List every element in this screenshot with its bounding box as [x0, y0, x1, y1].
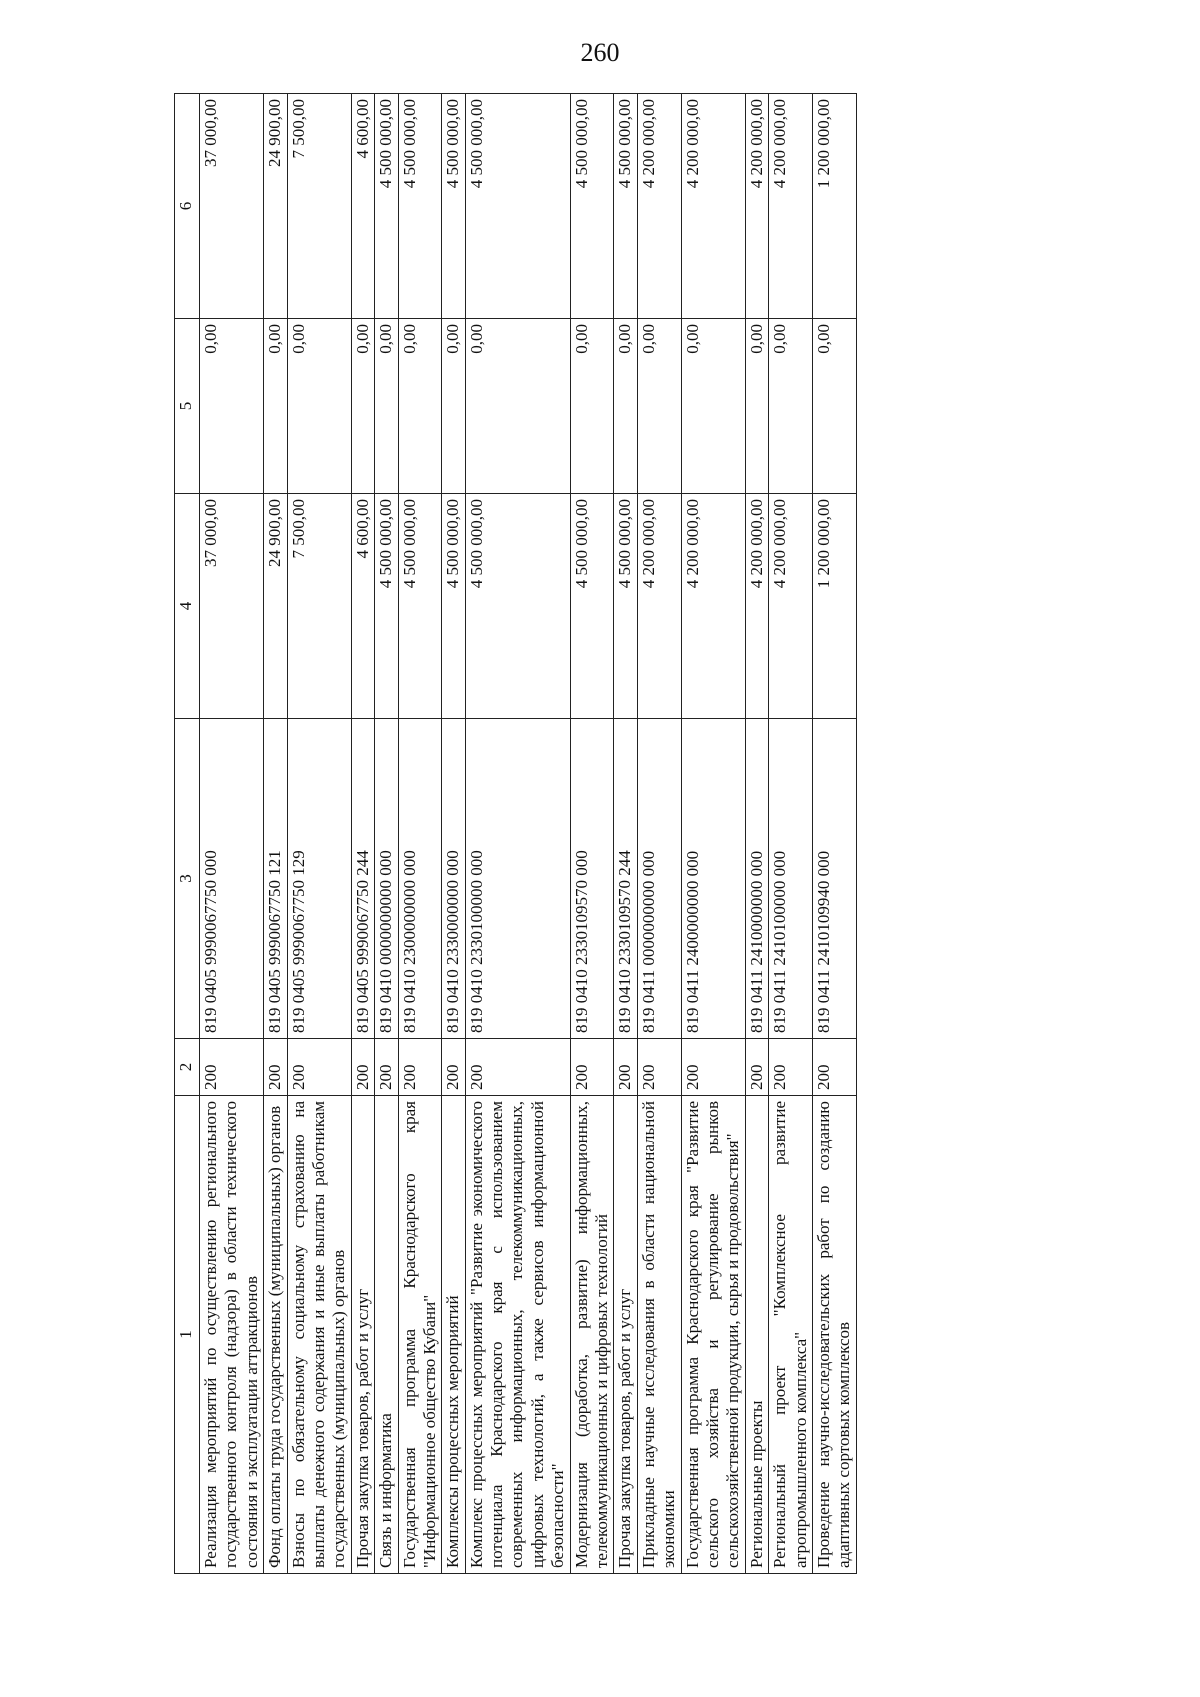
- row-col4-cell: 37 000,00: [200, 494, 264, 719]
- table-row: [442, 94, 465, 1574]
- table-row: [769, 94, 813, 1574]
- row-code-cell: 819 0411 0000000000 000: [637, 719, 681, 1039]
- row-col6-cell: 24 900,00: [264, 94, 287, 319]
- row-code-cell: 819 0410 2330109570 000: [570, 719, 614, 1039]
- row-col4-cell: 4 200 000,00: [681, 494, 745, 719]
- row-col2-cell: 200: [681, 1039, 745, 1096]
- header-col-1: 1: [175, 1096, 200, 1574]
- row-name-cell: Проведение научно-исследовательских работ по созданию адаптивных сортовых комплексов: [812, 1096, 856, 1574]
- row-name-cell: Реализация мероприятий по осуществлению регионального государственного контроля (надзора) в области технического состояния и эксплуатации аттракционов: [200, 1096, 264, 1574]
- row-name-cell: Прочая закупка товаров, работ и услуг: [351, 1096, 374, 1574]
- row-col5-cell: 0,00: [351, 319, 374, 494]
- row-name-cell: Прочая закупка товаров, работ и услуг: [614, 1096, 637, 1574]
- row-code-cell: 819 0411 2400000000 000: [681, 719, 745, 1039]
- rotated-table-area: [174, 94, 1200, 1574]
- row-col4-cell: 4 500 000,00: [375, 494, 398, 719]
- table-row: [812, 94, 856, 1574]
- row-col2-cell: 200: [200, 1039, 264, 1096]
- table-row: [637, 94, 681, 1574]
- header-col-2: 2: [175, 1039, 200, 1096]
- row-col2-cell: 200: [637, 1039, 681, 1096]
- row-name-cell: Прикладные научные исследования в области национальной экономики: [637, 1096, 681, 1574]
- row-name-cell: Взносы по обязательному социальному страхованию на выплаты денежного содержания и иные выплаты работникам государственных (муниципальных) органов: [287, 1096, 351, 1574]
- row-col6-cell: 4 500 000,00: [442, 94, 465, 319]
- row-name-cell: Комплекс процессных мероприятий "Развитие экономического потенциала Краснодарского края с использованием современных информационных, телекоммуникационных, цифровых технологий, а также сервисов информационной безопасности": [465, 1096, 570, 1574]
- row-col2-cell: 200: [614, 1039, 637, 1096]
- row-col6-cell: 4 600,00: [351, 94, 374, 319]
- row-col2-cell: 200: [442, 1039, 465, 1096]
- row-col4-cell: 4 500 000,00: [398, 494, 442, 719]
- row-name-cell: Государственная программа Краснодарского края "Информационное общество Кубани": [398, 1096, 442, 1574]
- row-col5-cell: 0,00: [681, 319, 745, 494]
- budget-table: [174, 93, 857, 1574]
- header-row: [175, 94, 200, 1574]
- row-col4-cell: 4 500 000,00: [442, 494, 465, 719]
- row-col6-cell: 4 200 000,00: [681, 94, 745, 319]
- row-col2-cell: 200: [264, 1039, 287, 1096]
- rotated-table-container: [174, 94, 1200, 1574]
- row-code-cell: 819 0405 9990067750 129: [287, 719, 351, 1039]
- row-col4-cell: 4 200 000,00: [637, 494, 681, 719]
- row-col2-cell: 200: [351, 1039, 374, 1096]
- row-code-cell: 819 0410 0000000000 000: [375, 719, 398, 1039]
- row-name-cell: Фонд оплаты труда государственных (муниципальных) органов: [264, 1096, 287, 1574]
- row-col6-cell: 1 200 000,00: [812, 94, 856, 319]
- row-col4-cell: 4 600,00: [351, 494, 374, 719]
- row-code-cell: 819 0405 9990067750 244: [351, 719, 374, 1039]
- row-col6-cell: 4 200 000,00: [745, 94, 768, 319]
- row-name-cell: Региональные проекты: [745, 1096, 768, 1574]
- row-code-cell: 819 0410 2300000000 000: [398, 719, 442, 1039]
- header-col-6: 6: [175, 94, 200, 319]
- row-col2-cell: 200: [570, 1039, 614, 1096]
- row-col5-cell: 0,00: [614, 319, 637, 494]
- row-col4-cell: 24 900,00: [264, 494, 287, 719]
- row-col5-cell: 0,00: [442, 319, 465, 494]
- row-code-cell: 819 0405 9990067750 121: [264, 719, 287, 1039]
- row-code-cell: 819 0411 2410100000 000: [769, 719, 813, 1039]
- row-col2-cell: 200: [375, 1039, 398, 1096]
- table-body: [200, 94, 857, 1574]
- row-col4-cell: 4 500 000,00: [570, 494, 614, 719]
- table-row: [614, 94, 637, 1574]
- row-col5-cell: 0,00: [570, 319, 614, 494]
- row-col5-cell: 0,00: [637, 319, 681, 494]
- table-row: [264, 94, 287, 1574]
- row-col4-cell: 4 200 000,00: [769, 494, 813, 719]
- row-col2-cell: 200: [398, 1039, 442, 1096]
- row-col4-cell: 4 200 000,00: [745, 494, 768, 719]
- row-col6-cell: 4 200 000,00: [769, 94, 813, 319]
- row-col5-cell: 0,00: [812, 319, 856, 494]
- row-col5-cell: 0,00: [398, 319, 442, 494]
- row-code-cell: 819 0410 2330000000 000: [442, 719, 465, 1039]
- page-number: 260: [580, 38, 620, 67]
- row-col4-cell: 1 200 000,00: [812, 494, 856, 719]
- table-row: [375, 94, 398, 1574]
- table-row: [681, 94, 745, 1574]
- row-col2-cell: 200: [465, 1039, 570, 1096]
- row-col5-cell: 0,00: [200, 319, 264, 494]
- row-name-cell: Комплексы процессных мероприятий: [442, 1096, 465, 1574]
- row-col5-cell: 0,00: [375, 319, 398, 494]
- row-col5-cell: 0,00: [745, 319, 768, 494]
- table-row: [287, 94, 351, 1574]
- table-row: [398, 94, 442, 1574]
- row-col5-cell: 0,00: [264, 319, 287, 494]
- row-col5-cell: 0,00: [287, 319, 351, 494]
- row-name-cell: Государственная программа Краснодарского края "Развитие сельского хозяйства и регулирование рынков сельскохозяйственной продукции, сырья и продовольствия": [681, 1096, 745, 1574]
- header-col-4: 4: [175, 494, 200, 719]
- row-code-cell: 819 0410 2330109570 244: [614, 719, 637, 1039]
- row-col2-cell: 200: [745, 1039, 768, 1096]
- row-col4-cell: 4 500 000,00: [614, 494, 637, 719]
- row-name-cell: Модернизация (доработка, развитие) информационных, телекоммуникационных и цифровых технологий: [570, 1096, 614, 1574]
- row-name-cell: Связь и информатика: [375, 1096, 398, 1574]
- table-row: [200, 94, 264, 1574]
- row-code-cell: 819 0405 9990067750 000: [200, 719, 264, 1039]
- row-col2-cell: 200: [812, 1039, 856, 1096]
- row-col5-cell: 0,00: [769, 319, 813, 494]
- row-name-cell: Региональный проект "Комплексное развитие агропромышленного комплекса": [769, 1096, 813, 1574]
- table-row: [745, 94, 768, 1574]
- row-col4-cell: 4 500 000,00: [465, 494, 570, 719]
- row-code-cell: 819 0411 2410109940 000: [812, 719, 856, 1039]
- row-col6-cell: 4 500 000,00: [398, 94, 442, 319]
- row-col6-cell: 37 000,00: [200, 94, 264, 319]
- table-row: [465, 94, 570, 1574]
- row-col6-cell: 4 200 000,00: [637, 94, 681, 319]
- row-col6-cell: 4 500 000,00: [375, 94, 398, 319]
- row-code-cell: 819 0410 2330100000 000: [465, 719, 570, 1039]
- header-col-3: 3: [175, 719, 200, 1039]
- table-row: [351, 94, 374, 1574]
- row-code-cell: 819 0411 2410000000 000: [745, 719, 768, 1039]
- row-col2-cell: 200: [287, 1039, 351, 1096]
- row-col6-cell: 4 500 000,00: [570, 94, 614, 319]
- row-col6-cell: 7 500,00: [287, 94, 351, 319]
- row-col2-cell: 200: [769, 1039, 813, 1096]
- row-col5-cell: 0,00: [465, 319, 570, 494]
- header-col-5: 5: [175, 319, 200, 494]
- row-col4-cell: 7 500,00: [287, 494, 351, 719]
- row-col6-cell: 4 500 000,00: [614, 94, 637, 319]
- row-col6-cell: 4 500 000,00: [465, 94, 570, 319]
- table-row: [570, 94, 614, 1574]
